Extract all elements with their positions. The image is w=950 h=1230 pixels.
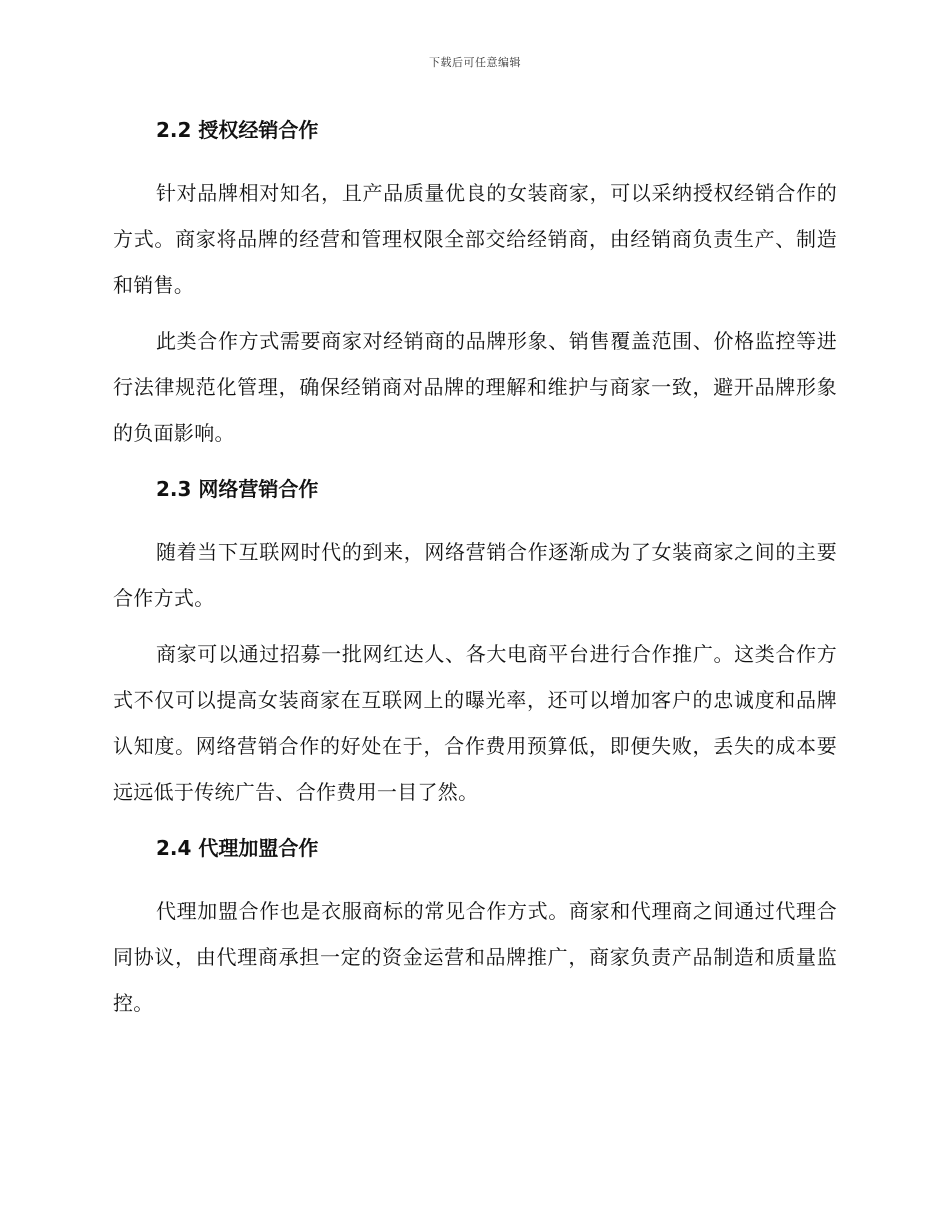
paragraph: 随着当下互联网时代的到来，网络营销合作逐渐成为了女装商家之间的主要合作方式。 bbox=[113, 540, 837, 610]
paragraph: 针对品牌相对知名，且产品质量优良的女装商家，可以采纳授权经销合作的方式。商家将品牌的经营和管理权限全部交给经销商，由经销商负责生产、制造和销售。 bbox=[113, 181, 837, 297]
document-body bbox=[113, 110, 837, 1026]
paragraph: 代理加盟合作也是衣服商标的常见合作方式。商家和代理商之间通过代理合同协议，由代理商承担一定的资金运营和品牌推广，商家负责产品制造和质量监控。 bbox=[113, 899, 837, 1015]
page-header: 下载后可任意编辑 bbox=[429, 56, 521, 69]
paragraph: 商家可以通过招募一批网红达人、各大电商平台进行合作推广。这类合作方式不仅可以提高女装商家在互联网上的曝光率，还可以增加客户的忠诚度和品牌认知度。网络营销合作的好处在于，合作费用预算低，即便失败，丢失的成本要远远低于传统广告、合作费用一目了然。 bbox=[113, 642, 837, 804]
section-heading-2-3: 2.3 网络营销合作 bbox=[156, 477, 319, 501]
paragraph: 此类合作方式需要商家对经销商的品牌形象、销售覆盖范围、价格监控等进行法律规范化管理，确保经销商对品牌的理解和维护与商家一致，避开品牌形象的负面影响。 bbox=[113, 329, 837, 445]
section-heading-2-2: 2.2 授权经销合作 bbox=[156, 118, 319, 142]
section-heading-2-4: 2.4 代理加盟合作 bbox=[156, 836, 319, 860]
